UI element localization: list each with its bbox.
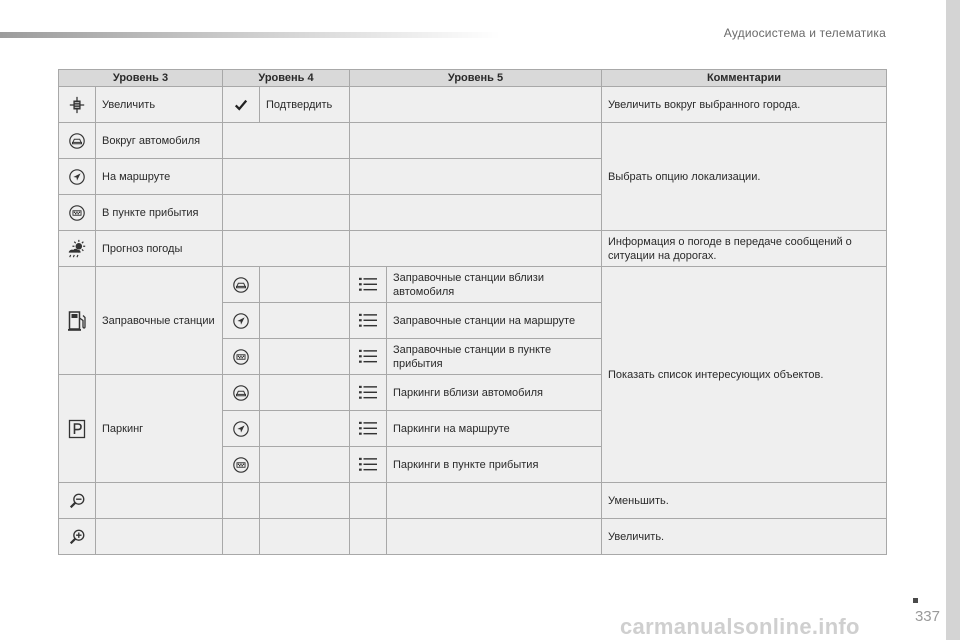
list-icon xyxy=(350,375,387,411)
comment-weather: Информация о погоде в передаче сообщений о ситуации на дорогах. xyxy=(602,231,887,267)
car-icon xyxy=(223,267,260,303)
row-label-at-destination: В пункте прибытия xyxy=(96,195,223,231)
row-label-weather: Прогноз погоды xyxy=(96,231,223,267)
destination-flag-icon xyxy=(223,339,260,375)
list-icon xyxy=(350,339,387,375)
comment-select-location: Выбрать опцию локализации. xyxy=(602,123,887,231)
row-label-parking: Паркинг xyxy=(96,375,223,483)
confirm-label: Подтвердить xyxy=(260,87,350,123)
table-row xyxy=(59,483,887,519)
parking-on-route: Паркинги на маршруте xyxy=(387,411,602,447)
table-row xyxy=(59,87,887,123)
comment-zoom-around-city: Увеличить вокруг выбранного города. xyxy=(602,87,887,123)
header-level-4: Уровень 4 xyxy=(223,70,350,87)
table-row xyxy=(59,267,887,303)
row-label-on-route: На маршруте xyxy=(96,159,223,195)
table-row xyxy=(59,123,887,159)
fuel-near-vehicle: Заправочные станции вблизи автомобиля xyxy=(387,267,602,303)
watermark: carmanualsonline.info xyxy=(620,614,860,639)
section-title: Аудиосистема и телематика xyxy=(723,26,886,40)
header-bar xyxy=(0,32,500,38)
page-number: 337 xyxy=(914,608,940,625)
zoom-in-icon xyxy=(59,519,96,555)
fuel-on-route: Заправочные станции на маршруте xyxy=(387,303,602,339)
header-level-3: Уровень 3 xyxy=(59,70,223,87)
parking-icon xyxy=(59,375,96,483)
destination-flag-icon xyxy=(59,195,96,231)
zoom-out-icon xyxy=(59,483,96,519)
row-label-fuel-stations: Заправочные станции xyxy=(96,267,223,375)
comment-show-poi-list: Показать список интересующих объектов. xyxy=(602,267,887,483)
checkmark-icon xyxy=(223,87,260,123)
route-arrow-icon xyxy=(223,411,260,447)
table-row xyxy=(59,519,887,555)
table-header-row xyxy=(59,70,887,87)
navigation-menu-table xyxy=(58,69,887,555)
page-marker xyxy=(913,598,918,603)
route-arrow-icon xyxy=(223,303,260,339)
weather-icon xyxy=(59,231,96,267)
list-icon xyxy=(350,267,387,303)
parking-at-destination: Паркинги в пункте прибытия xyxy=(387,447,602,483)
table-row xyxy=(59,231,887,267)
row-label-zoom-in: Увеличить xyxy=(96,87,223,123)
comment-zoom-in: Увеличить. xyxy=(602,519,887,555)
header-comments: Комментарии xyxy=(602,70,887,87)
list-icon xyxy=(350,303,387,339)
parking-near-vehicle: Паркинги вблизи автомобиля xyxy=(387,375,602,411)
route-arrow-icon xyxy=(59,159,96,195)
fuel-pump-icon xyxy=(59,267,96,375)
page-edge-strip xyxy=(946,0,960,640)
row-label-around-vehicle: Вокруг автомобиля xyxy=(96,123,223,159)
list-icon xyxy=(350,447,387,483)
car-icon xyxy=(223,375,260,411)
destination-flag-icon xyxy=(223,447,260,483)
car-icon xyxy=(59,123,96,159)
comment-zoom-out: Уменьшить. xyxy=(602,483,887,519)
map-zoom-in-icon xyxy=(59,87,96,123)
list-icon xyxy=(350,411,387,447)
header-level-5: Уровень 5 xyxy=(350,70,602,87)
fuel-at-destination: Заправочные станции в пункте прибытия xyxy=(387,339,602,375)
